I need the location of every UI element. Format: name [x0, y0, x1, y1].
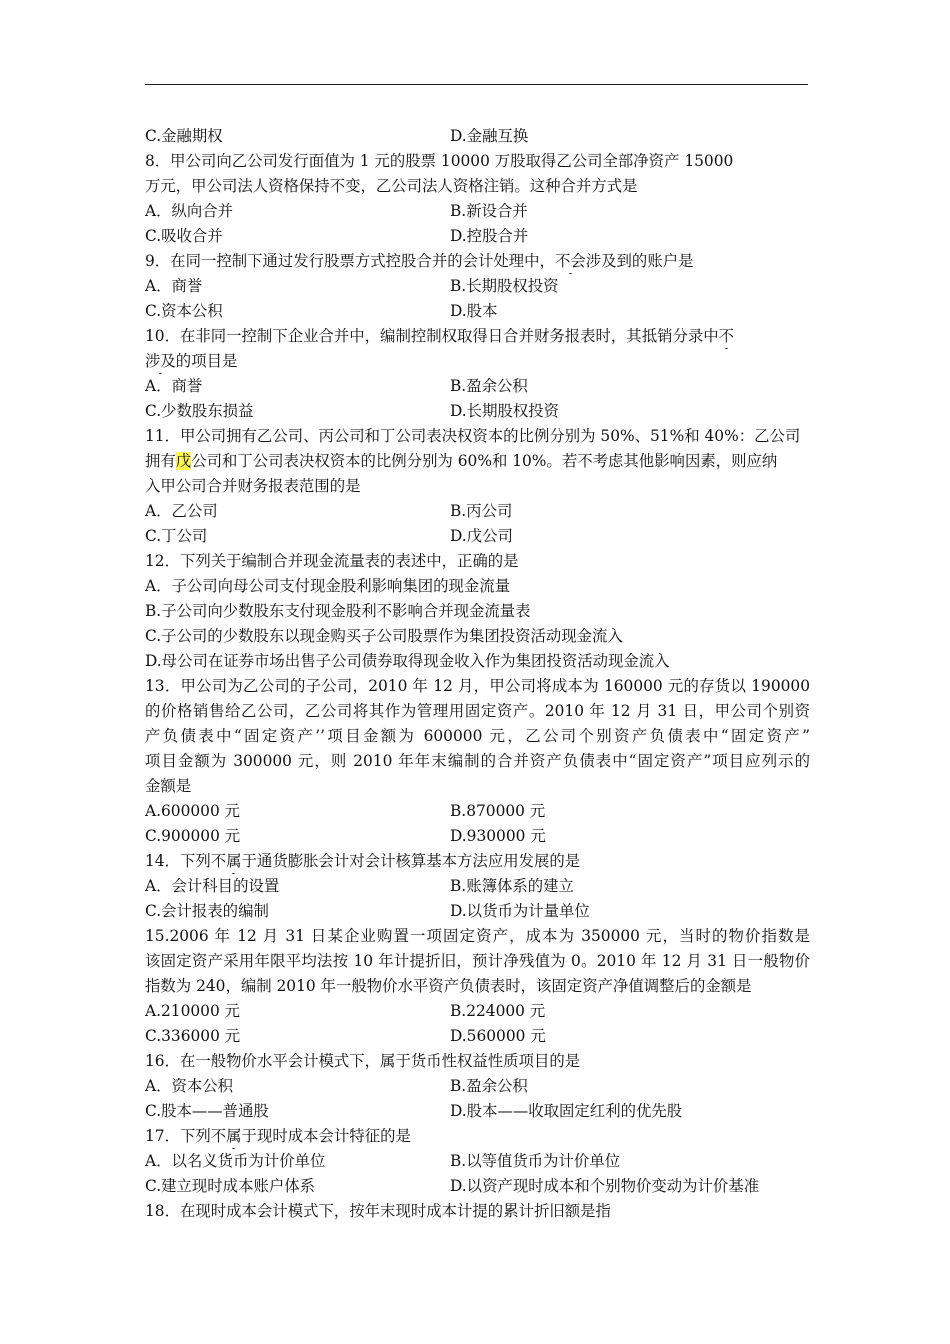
q15-stem-line-3: 指数为 240，编制 2010 年一般物价水平资产负债表时，该固定资产净值调整后的金额是 [145, 977, 752, 995]
q17-stem-pre: 17．下列 [145, 1127, 211, 1145]
q10-option-d: D.长期股权投资 [450, 402, 560, 420]
q7-option-c: C.金融期权 [145, 127, 223, 145]
q9-option-b: B.长期股权投资 [450, 277, 559, 295]
q8-options-row-1 [145, 199, 810, 224]
q11-option-b: B.丙公司 [450, 502, 513, 520]
q9-options-row-1 [145, 274, 810, 299]
q16-option-b: B.盈余公积 [450, 1077, 528, 1095]
q13-option-a: A.600000 元 [145, 802, 241, 820]
q8-option-a: A．纵向合并 [145, 202, 234, 220]
q7-options-row-2 [145, 124, 810, 149]
q13-stem-line-4: 项目金额为 300000 元，则 2010 年年末编制的合并资产负债表中“固定资产”项目应列示的 [145, 752, 810, 770]
q15-option-d: D.560000 元 [450, 1027, 546, 1045]
q16-options-row-2 [145, 1099, 810, 1124]
q15-options-row-1 [145, 999, 810, 1024]
q11-stem-line-3: 入甲公司合并财务报表范围的是 [145, 477, 361, 495]
q11-stem-line-1: 11．甲公司拥有乙公司、丙公司和丁公司表决权资本的比例分别为 50%、51%和 40%：乙公司 [145, 427, 801, 445]
q11-highlighted-text: 戊 [175, 452, 192, 470]
q10-stem-line-1 [145, 324, 810, 349]
q17-option-b: B.以等值货币为计价单位 [450, 1152, 621, 1170]
q12-option-a: A．子公司向母公司支付现金股利影响集团的现金流量 [145, 577, 511, 595]
q8-option-c: C.吸收合并 [145, 227, 223, 245]
q12-option-b: B.子公司向少数股东支付现金股利不影响合并现金流量表 [145, 602, 531, 620]
q8-stem-line-1: 8．甲公司向乙公司发行面值为 1 元的股票 10000 万股取得乙公司全部净资产 15000 [145, 152, 734, 170]
q16-option-a: A．资本公积 [145, 1077, 234, 1095]
q13-option-c: C.900000 元 [145, 827, 241, 845]
q13-stem-line-1: 13．甲公司为乙公司的子公司，2010 年 12 月，甲公司将成本为 160000 元的存货以 190000 [145, 677, 810, 695]
q9-stem-emphasis: 不会 [555, 249, 586, 274]
q12-stem: 12．下列关于编制合并现金流量表的表述中，正确的是 [145, 552, 519, 570]
q8-stem-line-2: 万元，甲公司法人资格保持不变，乙公司法人资格注销。这种合并方式是 [145, 177, 638, 195]
q18-stem: 18．在现时成本会计模式下，按年末现时成本计提的累计折旧额是指 [145, 1202, 611, 1220]
q15-stem-line-2: 该固定资产采用年限平均法按 10 年计提折旧，预计净残值为 0。2010 年 12 月 31 日一般物价 [145, 952, 810, 970]
q10-option-a: A．商誉 [145, 377, 203, 395]
q15-option-b: B.224000 元 [450, 1002, 546, 1020]
q11-stem-pre: 拥有 [145, 452, 176, 470]
q13-stem-line-2: 的价格销售给乙公司，乙公司将其作为管理用固定资产。2010 年 12 月 31 日，甲公司个别资 [145, 702, 810, 720]
q9-options-row-2 [145, 299, 810, 324]
q9-stem-pre: 9．在同一控制下通过发行股票方式控股合并的会计处理中， [145, 252, 555, 270]
q9-stem-post: 涉及到的账户是 [585, 252, 694, 270]
q11-stem-line-2 [145, 449, 810, 474]
q13-option-b: B.870000 元 [450, 802, 546, 820]
q10-stem-line-2 [145, 349, 810, 374]
q15-stem-line-1: 15.2006 年 12 月 31 日某企业购置一项固定资产，成本为 350000 元，当时的物价指数是 [145, 927, 810, 945]
q9-option-d: D.股本 [450, 302, 498, 320]
q11-option-d: D.戊公司 [450, 527, 513, 545]
q10-stem-emphasis-1: 不 [719, 324, 734, 349]
q11-option-a: A．乙公司 [145, 502, 218, 520]
q17-stem-emphasis: 不属于 [211, 1124, 257, 1149]
q17-option-c: C.建立现时成本账户体系 [145, 1177, 316, 1195]
q9-option-c: C.资本公积 [145, 302, 223, 320]
q13-options-row-2 [145, 824, 810, 849]
q16-options-row-1 [145, 1074, 810, 1099]
q13-stem-line-5: 金额是 [145, 777, 192, 795]
q14-stem-emphasis: 不属于 [211, 849, 257, 874]
q14-options-row-2 [145, 899, 810, 924]
q14-stem [145, 849, 810, 874]
q13-options-row-1 [145, 799, 810, 824]
q11-option-c: C.丁公司 [145, 527, 208, 545]
q11-stem-post: 公司和丁公司表决权资本的比例分别为 60%和 10%。若不考虑其他影响因素，则应纳 [191, 452, 778, 470]
q10-option-b: B.盈余公积 [450, 377, 528, 395]
q17-options-row-2 [145, 1174, 810, 1199]
q11-options-row-1 [145, 499, 810, 524]
exam-page [145, 124, 810, 1224]
q14-option-b: B.账簿体系的建立 [450, 877, 574, 895]
q9-stem [145, 249, 810, 274]
q15-options-row-2 [145, 1024, 810, 1049]
q7-option-d: D.金融互换 [450, 127, 529, 145]
header-rule [145, 84, 808, 85]
q17-stem-post: 现时成本会计特征的是 [256, 1127, 411, 1145]
q8-options-row-2 [145, 224, 810, 249]
q9-option-a: A．商誉 [145, 277, 203, 295]
q12-option-c: C.子公司的少数股东以现金购买子公司股票作为集团投资活动现金流入 [145, 627, 623, 645]
q17-option-a: A．以名义货币为计价单位 [145, 1152, 326, 1170]
q10-option-c: C.少数股东损益 [145, 402, 254, 420]
q10-stem-post: 的项目是 [175, 352, 238, 370]
q17-options-row-1 [145, 1149, 810, 1174]
q17-stem [145, 1124, 810, 1149]
q8-option-d: D.控股合并 [450, 227, 529, 245]
q13-stem-line-3: 产负债表中“固定资产’’项目金额为 600000 元，乙公司个别资产负债表中“固定资产” [145, 727, 810, 745]
q8-option-b: B.新设合并 [450, 202, 528, 220]
q14-option-c: C.会计报表的编制 [145, 902, 269, 920]
q14-stem-post: 通货膨胀会计对会计核算基本方法应用发展的是 [256, 852, 581, 870]
q14-option-d: D.以货币为计量单位 [450, 902, 590, 920]
q17-option-d: D.以资产现时成本和个别物价变动为计价基准 [450, 1177, 760, 1195]
q12-option-d: D.母公司在证券市场出售子公司债券取得现金收入作为集团投资活动现金流入 [145, 652, 670, 670]
q10-options-row-2 [145, 399, 810, 424]
q10-stem-emphasis-2: 涉及 [145, 349, 176, 374]
q14-options-row-1 [145, 874, 810, 899]
q15-option-c: C.336000 元 [145, 1027, 241, 1045]
q11-options-row-2 [145, 524, 810, 549]
q15-option-a: A.210000 元 [145, 1002, 241, 1020]
q10-stem-pre: 10．在非同一控制下企业合并中，编制控制权取得日合并财务报表时，其抵销分录中 [145, 327, 719, 345]
q14-option-a: A．会计科目的设置 [145, 877, 280, 895]
q16-option-d: D.股本——收取固定红利的优先股 [450, 1102, 683, 1120]
q10-options-row-1 [145, 374, 810, 399]
q16-stem: 16．在一般物价水平会计模式下，属于货币性权益性质项目的是 [145, 1052, 581, 1070]
q13-option-d: D.930000 元 [450, 827, 546, 845]
q16-option-c: C.股本——普通股 [145, 1102, 269, 1120]
q14-stem-pre: 14．下列 [145, 852, 211, 870]
